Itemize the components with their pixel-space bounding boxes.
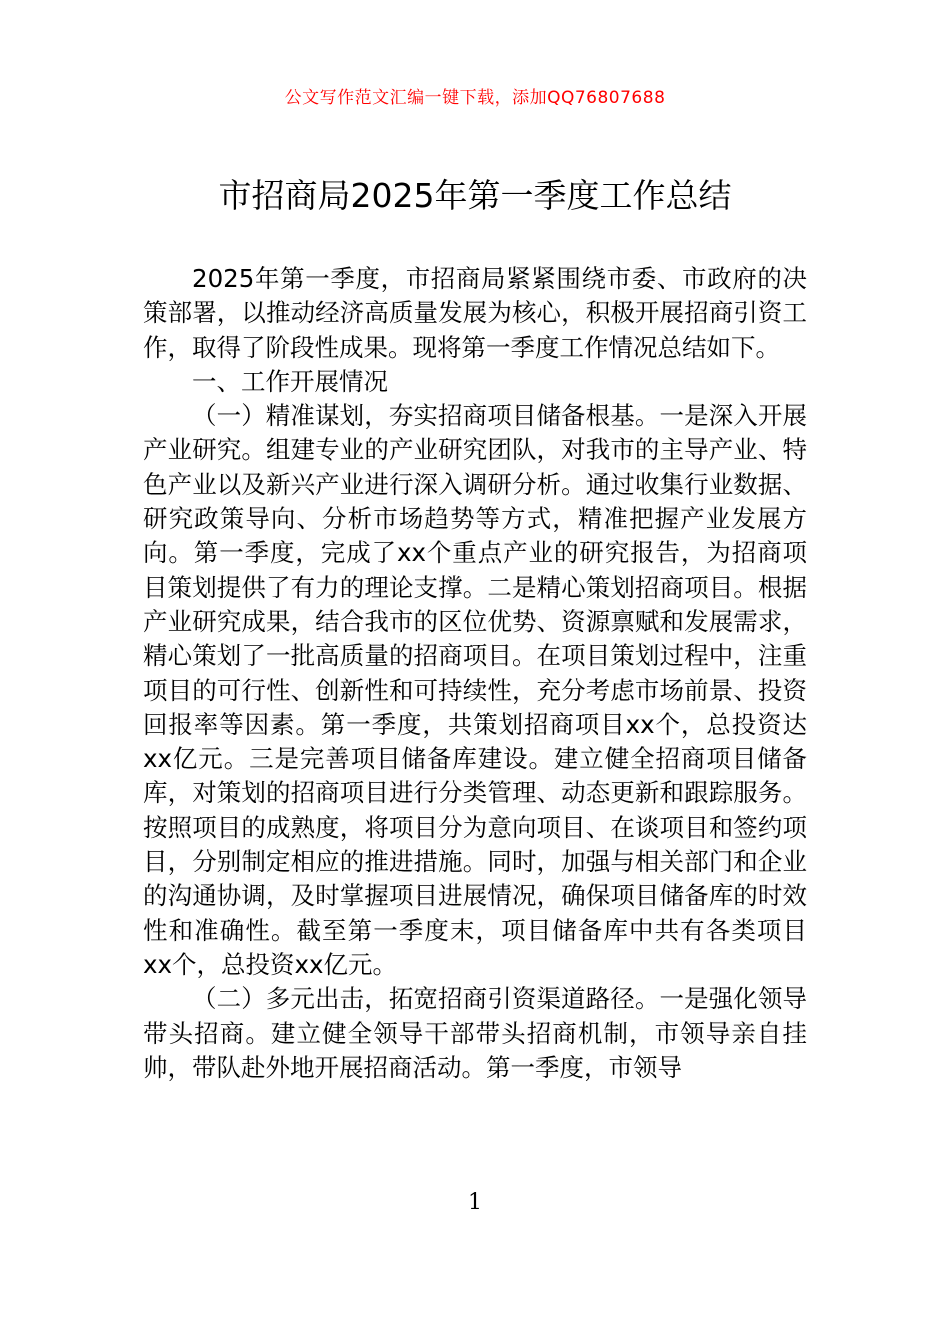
- body-paragraph: （二）多元出击，拓宽招商引资渠道路径。一是强化领导带头招商。建立健全领导干部带头招商机制，市领导亲自挂帅，带队赴外地开展招商活动。第一季度，市领导: [143, 984, 807, 1082]
- header-download-note: 公文写作范文汇编一键下载，添加QQ76807688: [284, 88, 666, 108]
- page-number: 1: [468, 1190, 482, 1215]
- body-paragraph: （一）精准谋划，夯实招商项目储备根基。一是深入开展产业研究。组建专业的产业研究团队，对我市的主导产业、特色产业以及新兴产业进行深入调研分析。通过收集行业数据、研究政策导向、分析市场趋势等方式，精准把握产业发展方向。第一季度，完成了xx个重点产业的研究报告，为招商项目策划提供了有力的理论支撑。二是精心策划招商项目。根据产业研究成果，结合我市的区位优势、资源禀赋和发展需求，精心策划了一批高质量的招商项目。在项目策划过程中，注重项目的可行性、创新性和可持续性，充分考虑市场前景、投资回报率等因素。第一季度，共策划招商项目xx个，总投资达xx亿元。三是完善项目储备库建设。建立健全招商项目储备库，对策划的招商项目进行分类管理、动态更新和跟踪服务。按照项目的成熟度，将项目分为意向项目、在谈项目和签约项目，分别制定相应的推进措施。同时，加强与相关部门和企业的沟通协调，及时掌握项目进展情况，确保项目储备库的时效性和准确性。截至第一季度末，项目储备库中共有各类项目xx个，总投资xx亿元。: [143, 401, 807, 979]
- document-body: [143, 262, 807, 1085]
- intro-paragraph: 2025年第一季度，市招商局紧紧围绕市委、市政府的决策部署，以推动经济高质量发展为核心，积极开展招商引资工作，取得了阶段性成果。现将第一季度工作情况总结如下。: [143, 264, 807, 362]
- document-title: 市招商局2025年第一季度工作总结: [218, 176, 732, 215]
- section-heading: 一、工作开展情况: [192, 366, 388, 396]
